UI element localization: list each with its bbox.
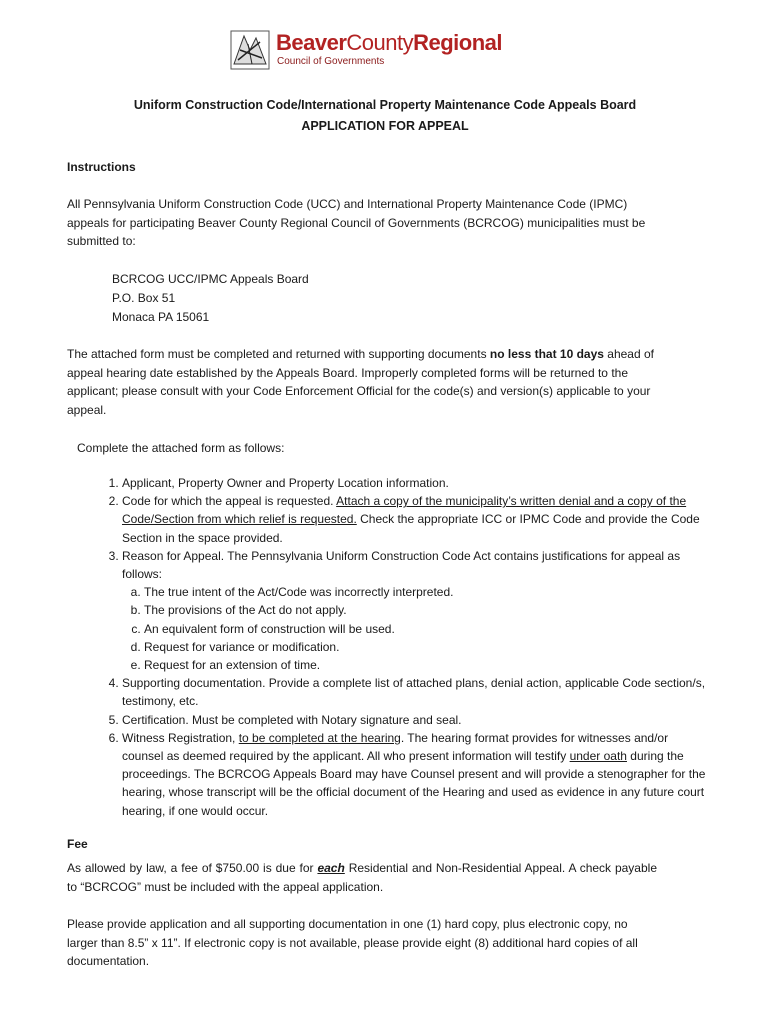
instructions-heading: Instructions: [67, 160, 136, 174]
list-item: 1. Applicant, Property Owner and Property Location information.: [122, 474, 712, 492]
list-item: b. The provisions of the Act do not apply.: [144, 601, 712, 619]
fee-paragraph: As allowed by law, a fee of $750.00 is due for each Residential and Non-Residential Appeal. A check payable to “BCRCOG” must be included with the appeal application.: [67, 861, 657, 894]
list-item: c. An equivalent form of construction will be used.: [144, 620, 712, 638]
steps-list: [67, 474, 712, 820]
deadline-paragraph: The attached form must be completed and returned with supporting documents no less that 10 days ahead of appeal hearing date established by the Appeals Board. Improperly completed forms will be returned to the applicant; please consult with your Code Enforcement Official for the code(s) and version(s) applicable to your appeal.: [67, 347, 654, 417]
document-subtitle: APPLICATION FOR APPEAL: [301, 119, 469, 133]
address-line-1: BCRCOG UCC/IPMC Appeals Board: [112, 272, 309, 286]
intro-paragraph: All Pennsylvania Uniform Construction Code (UCC) and International Property Maintenance Code (IPMC) appeals for participating Beaver County Regional Council of Governments (BCRCOG) municipalities must be submitted to:: [67, 197, 646, 248]
copies-paragraph: Please provide application and all supporting documentation in one (1) hard copy, plus electronic copy, no larger than 8.5” x 11”. If electronic copy is not available, please provide eight (8) additional hard copies of all documentation.: [67, 917, 638, 968]
list-item: e. Request for an extension of time.: [144, 656, 712, 674]
logo-subtitle: Council of Governments: [277, 56, 385, 67]
logo-wordmark: BeaverCountyRegional: [276, 30, 503, 55]
list-item: d. Request for variance or modification.: [144, 638, 712, 656]
list-item: a. The true intent of the Act/Code was incorrectly interpreted.: [144, 583, 712, 601]
document-title: Uniform Construction Code/International Property Maintenance Code Appeals Board: [133, 98, 637, 112]
complete-as-follows: Complete the attached form as follows:: [77, 441, 285, 455]
list-item: 3. Reason for Appeal. The Pennsylvania Uniform Construction Code Act contains justifications for appeal as follows: a. The true intent of the Act/Code was incorrectly interpreted. b. The provisions of the Act do not apply. c. An equivalent form of construction will be used. d. Request for variance or modification. e. Request for an extension of time.: [122, 547, 712, 674]
justification-list: [122, 583, 712, 674]
list-item: 4. Supporting documentation. Provide a complete list of attached plans, denial action, applicable Code section/s, testimony, etc.: [122, 674, 712, 710]
address-line-2: P.O. Box 51: [112, 291, 176, 305]
bcrcog-logo: [230, 28, 530, 72]
fee-heading: Fee: [67, 837, 88, 851]
list-item: 5. Certification. Must be completed with Notary signature and seal.: [122, 711, 712, 729]
list-item: 6. Witness Registration, to be completed at the hearing. The hearing format provides for witnesses and/or counsel as deemed required by the applicant. All who present information will testify under oath during the proceedings. The BCRCOG Appeals Board may have Counsel present and will provide a stenographer for the hearing, whose transcript will be the official document of the Hearing and used as evidence in any future court hearing, if one would occur.: [122, 729, 712, 820]
list-item: 2. Code for which the appeal is requested. Attach a copy of the municipality’s written denial and a copy of the Code/Section from which relief is requested. Check the appropriate ICC or IPMC Code and provide the Code Section in the space provided.: [122, 492, 712, 547]
address-line-3: Monaca PA 15061: [112, 310, 210, 324]
beaver-logo-icon: [230, 30, 270, 70]
